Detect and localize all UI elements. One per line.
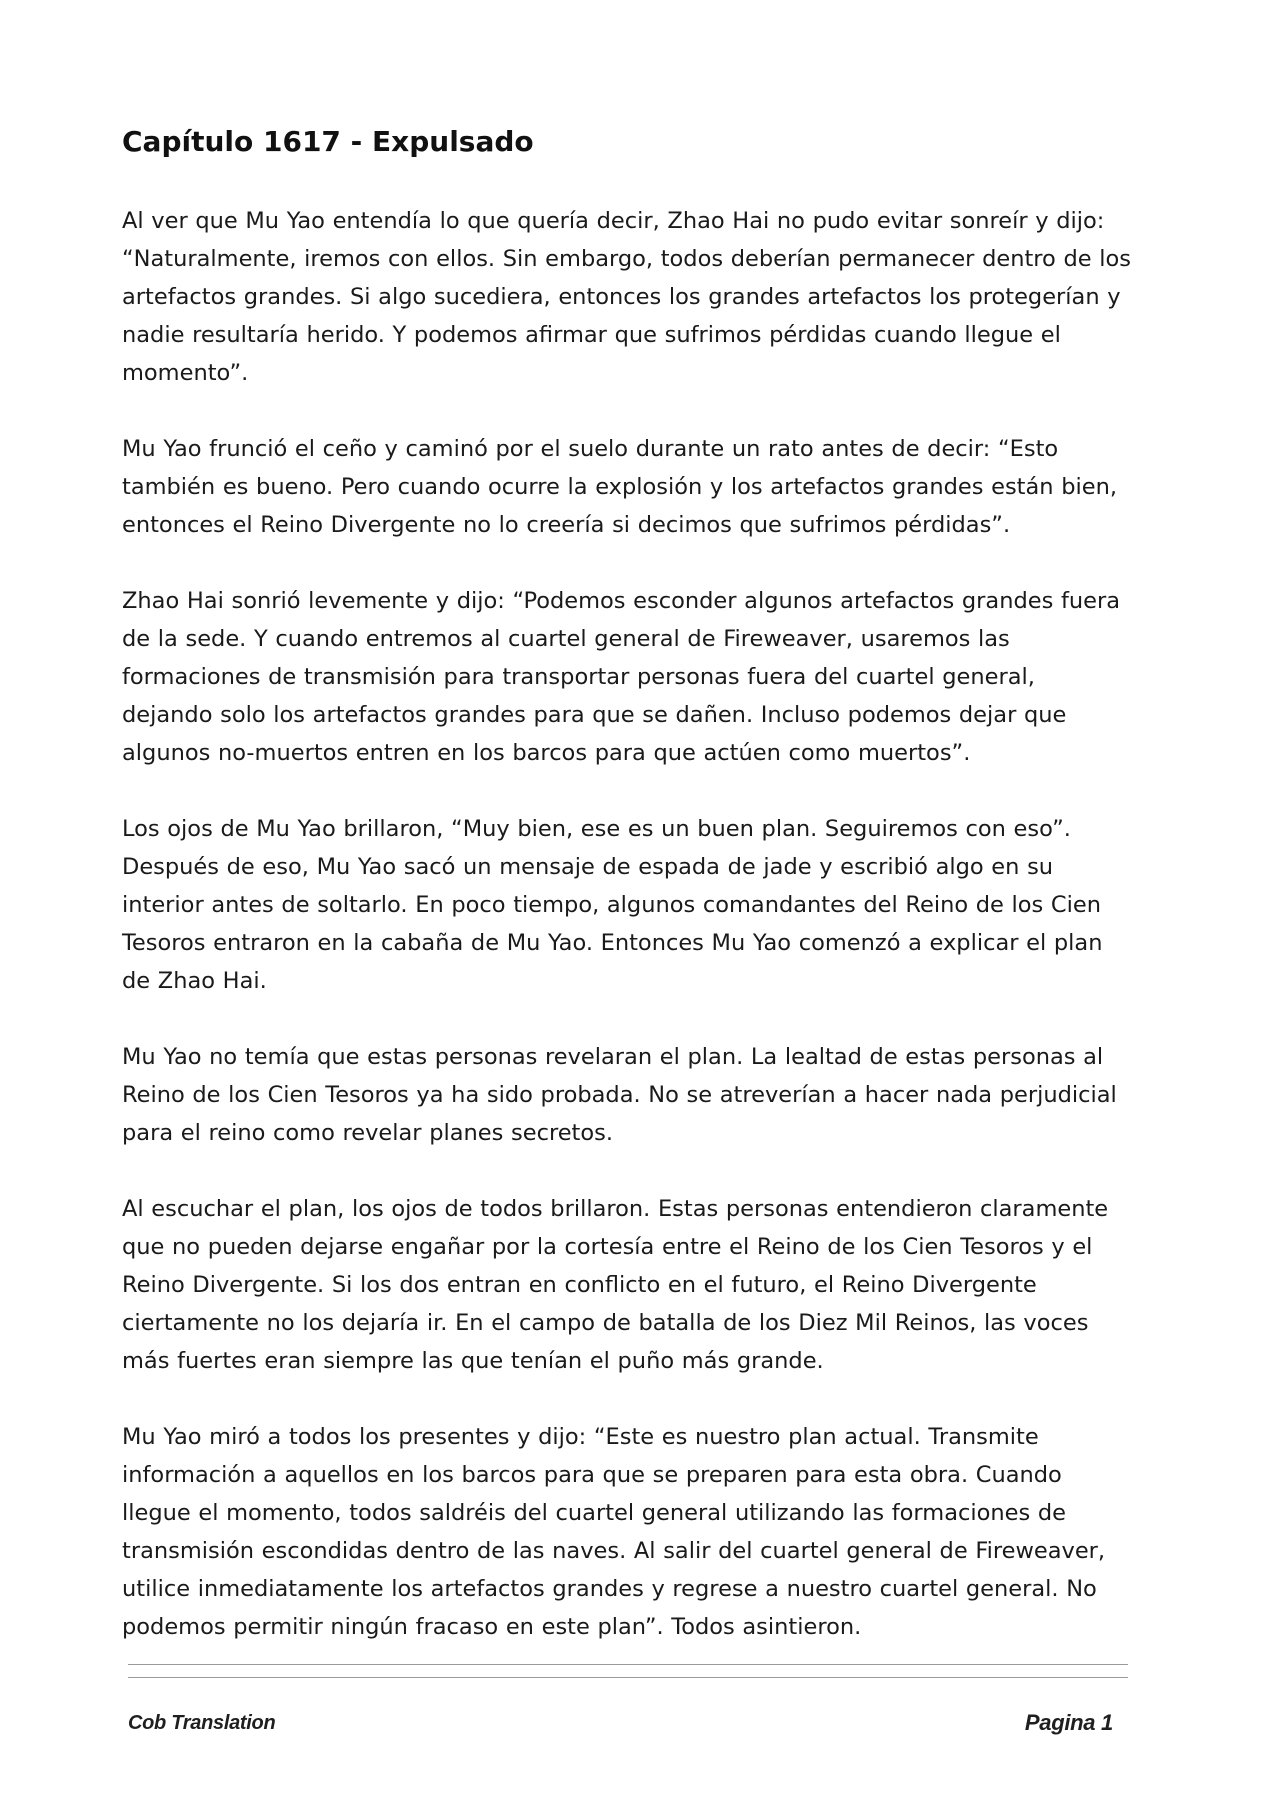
paragraph-3: Zhao Hai sonrió levemente y dijo: “Podemos esconder algunos artefactos grandes fuera de la sede. Y cuando entremos al cuartel general de Fireweaver, usaremos las formaciones de transmisión para transportar personas fuera del cuartel general, dejando solo los artefactos grandes para que se dañen. Incluso podemos dejar que algunos no-muertos entren en los barcos para que actúen como muertos”. xyxy=(122,588,1121,766)
paragraph-2: Mu Yao frunció el ceño y caminó por el suelo durante un rato antes de decir: “Esto también es bueno. Pero cuando ocurre la explosión y los artefactos grandes están bien, entonces el Reino Divergente no lo creería si decimos que sufrimos pérdidas”. xyxy=(122,436,1117,538)
footer-page-number: Pagina 1 xyxy=(1024,1710,1113,1735)
paragraph-6: Al escuchar el plan, los ojos de todos brillaron. Estas personas entendieron claramente que no pueden dejarse engañar por la cortesía entre el Reino de los Cien Tesoros y el Reino Divergente. Si los dos entran en conflicto en el futuro, el Reino Divergente ciertamente no los dejaría ir. En el campo de batalla de los Diez Mil Reinos, las voces más fuertes eran siempre las que tenían el puño más grande. xyxy=(122,1196,1109,1374)
paragraph-1: Al ver que Mu Yao entendía lo que quería decir, Zhao Hai no pudo evitar sonreír y dijo: “Naturalmente, iremos con ellos. Sin embargo, todos deberían permanecer dentro de los artefactos grandes. Si algo sucediera, entonces los grandes artefactos los protegerían y nadie resultaría herido. Y podemos afirmar que sufrimos pérdidas cuando llegue el momento”. xyxy=(122,208,1131,386)
footer-divider-top xyxy=(128,1664,1128,1665)
footer-translator-credit: Cob Translation xyxy=(128,1712,276,1734)
paragraph-7: Mu Yao miró a todos los presentes y dijo: “Este es nuestro plan actual. Transmite información a aquellos en los barcos para que se preparen para esta obra. Cuando llegue el momento, todos saldréis del cuartel general utilizando las formaciones de transmisión escondidas dentro de las naves. Al salir del cuartel general de Fireweaver, utilice inmediatamente los artefactos grandes y regrese a nuestro cuartel general. No podemos permitir ningún fracaso en este plan”. Todos asintieron. xyxy=(122,1424,1106,1640)
chapter-title: Capítulo 1617 - Expulsado xyxy=(122,125,534,158)
chapter-body xyxy=(122,202,1132,1684)
footer-divider-bottom xyxy=(128,1677,1128,1678)
paragraph-4: Los ojos de Mu Yao brillaron, “Muy bien, ese es un buen plan. Seguiremos con eso”. Después de eso, Mu Yao sacó un mensaje de espada de jade y escribió algo en su interior antes de soltarlo. En poco tiempo, algunos comandantes del Reino de los Cien Tesoros entraron en la cabaña de Mu Yao. Entonces Mu Yao comenzó a explicar el plan de Zhao Hai. xyxy=(122,816,1103,994)
paragraph-5: Mu Yao no temía que estas personas revelaran el plan. La lealtad de estas personas al Reino de los Cien Tesoros ya ha sido probada. No se atreverían a hacer nada perjudicial para el reino como revelar planes secretos. xyxy=(122,1044,1117,1146)
